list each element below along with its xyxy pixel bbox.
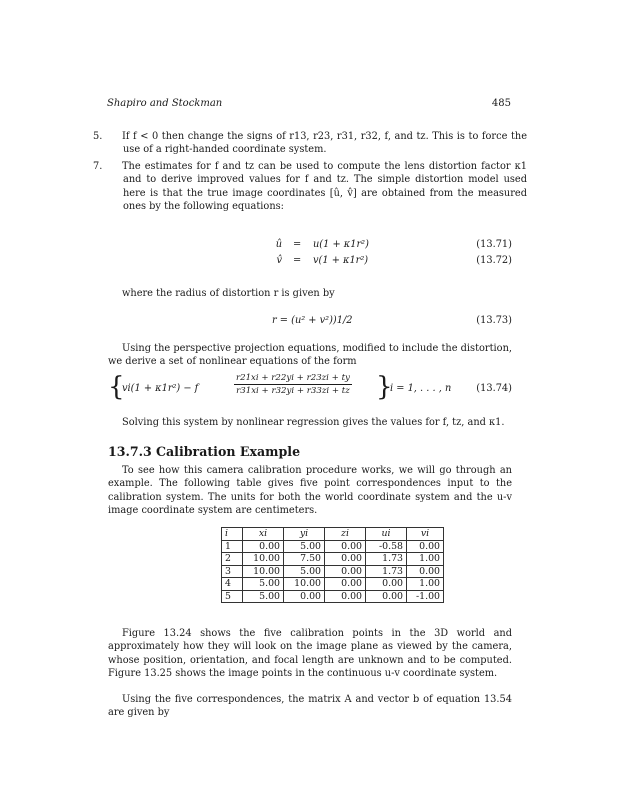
table-cell: 2	[222, 553, 243, 566]
table-cell: 1.00	[407, 578, 444, 591]
section-heading	[108, 444, 300, 459]
intro-paragraph: To see how this camera calibration procedure works, we will go through an example. The following table gives five point correspondences input to the calibration system. The units for both the world coordinate system and the u-v image coordinate system are centimeters.	[108, 465, 512, 517]
table-header-cell: ui	[366, 528, 407, 541]
page-number: 485	[491, 98, 511, 109]
table-cell: 5.00	[284, 540, 325, 553]
equation-13-71	[108, 239, 512, 253]
table-cell: 0.00	[325, 553, 366, 566]
table-cell: 1.73	[366, 553, 407, 566]
eq74-left-term: vi(1 + κ1r²) − f	[122, 383, 199, 394]
eq73-expr: r = (u² + v²))1/2	[272, 315, 353, 326]
eq72-tag: (13.72)	[476, 255, 512, 266]
running-head-author: Shapiro and Stockman	[107, 98, 223, 109]
table-cell: -1.00	[407, 590, 444, 603]
eq71-tag: (13.71)	[476, 239, 512, 250]
table-row	[222, 565, 444, 578]
eq72-lhs: v̂	[276, 255, 282, 266]
table-cell: 7.50	[284, 553, 325, 566]
table-cell: 10.00	[284, 578, 325, 591]
table-cell: 3	[222, 565, 243, 578]
table-header-row	[222, 528, 444, 541]
table-cell: 5.00	[243, 578, 284, 591]
eq74-fraction	[234, 373, 352, 396]
table-cell: 0.00	[284, 590, 325, 603]
eq72-op: =	[293, 255, 302, 266]
step-7-number: 7.	[93, 161, 103, 172]
step-5-number: 5.	[93, 131, 103, 142]
table-cell: 0.00	[407, 565, 444, 578]
table-header-cell: zi	[325, 528, 366, 541]
equation-13-72	[108, 255, 512, 269]
step-5	[93, 130, 527, 157]
table-cell: 1	[222, 540, 243, 553]
table-cell: 0.00	[366, 590, 407, 603]
calibration-table	[221, 527, 444, 603]
eq73-tag: (13.73)	[476, 315, 512, 326]
table-header-cell: vi	[407, 528, 444, 541]
eq74-numerator: r21xi + r22yi + r23zi + ty	[236, 373, 350, 383]
table-cell: 0.00	[325, 540, 366, 553]
close-brace: }	[376, 372, 393, 402]
table-header-cell: yi	[284, 528, 325, 541]
eq71-lhs: û	[275, 239, 282, 250]
step-7	[93, 160, 527, 214]
equation-13-73	[108, 315, 512, 329]
table-cell: 0.00	[325, 565, 366, 578]
table-cell: 0.00	[366, 578, 407, 591]
table-cell: 5	[222, 590, 243, 603]
table-cell: 10.00	[243, 553, 284, 566]
table-cell: -0.58	[366, 540, 407, 553]
table-cell: 0.00	[243, 540, 284, 553]
using-projection-text: Using the perspective projection equations, modified to include the distortion, we derive a set of nonlinear equations of the form	[108, 343, 512, 368]
table-cell: 5.00	[243, 590, 284, 603]
eq74-tag: (13.74)	[476, 383, 512, 394]
table-cell: 0.00	[325, 578, 366, 591]
table-header-cell: xi	[243, 528, 284, 541]
step-5-text: If f < 0 then change the signs of r13, r23, r31, r32, f, and tz. This is to force the use of a right-handed coordinate system.	[122, 131, 527, 156]
section-title: Calibration Example	[156, 444, 301, 459]
open-brace: {	[108, 372, 125, 402]
table-header-cell: i	[222, 528, 243, 541]
table-cell: 0.00	[407, 540, 444, 553]
eq74-range: i = 1, . . . , n	[390, 383, 452, 394]
using-correspondences-paragraph: Using the five correspondences, the matrix A and vector b of equation 13.54 are given by	[108, 694, 512, 719]
where-text: where the radius of distortion r is given by	[122, 288, 335, 299]
table-cell: 10.00	[243, 565, 284, 578]
section-number: 13.7.3	[108, 444, 152, 459]
eq74-denominator: r31xi + r32yi + r33zi + tz	[236, 386, 350, 396]
step-7-text: The estimates for f and tz can be used to compute the lens distortion factor κ1 and to derive improved values for f and tz. The simple distortion model used here is that the true image coordinates [û, v̂] are obtained from the measured ones by the following equations:	[122, 161, 527, 213]
equation-13-74	[108, 372, 512, 408]
eq72-rhs: v(1 + κ1r²)	[313, 255, 369, 266]
table-row	[222, 590, 444, 603]
table-cell: 0.00	[325, 590, 366, 603]
eq71-rhs: u(1 + κ1r²)	[313, 239, 369, 250]
table-cell: 4	[222, 578, 243, 591]
table-cell: 1.00	[407, 553, 444, 566]
table-row	[222, 578, 444, 591]
solving-text: Solving this system by nonlinear regression gives the values for f, tz, and κ1.	[122, 417, 505, 428]
table-row	[222, 540, 444, 553]
table-row	[222, 553, 444, 566]
table-cell: 1.73	[366, 565, 407, 578]
table-cell: 5.00	[284, 565, 325, 578]
eq71-op: =	[293, 239, 302, 250]
figure-description-paragraph: Figure 13.24 shows the five calibration points in the 3D world and approximately how they will look on the image plane as viewed by the camera, whose position, orientation, and focal length are unknown and to be computed. Figure 13.25 shows the image points in the continuous u-v coordinate system.	[108, 628, 512, 680]
